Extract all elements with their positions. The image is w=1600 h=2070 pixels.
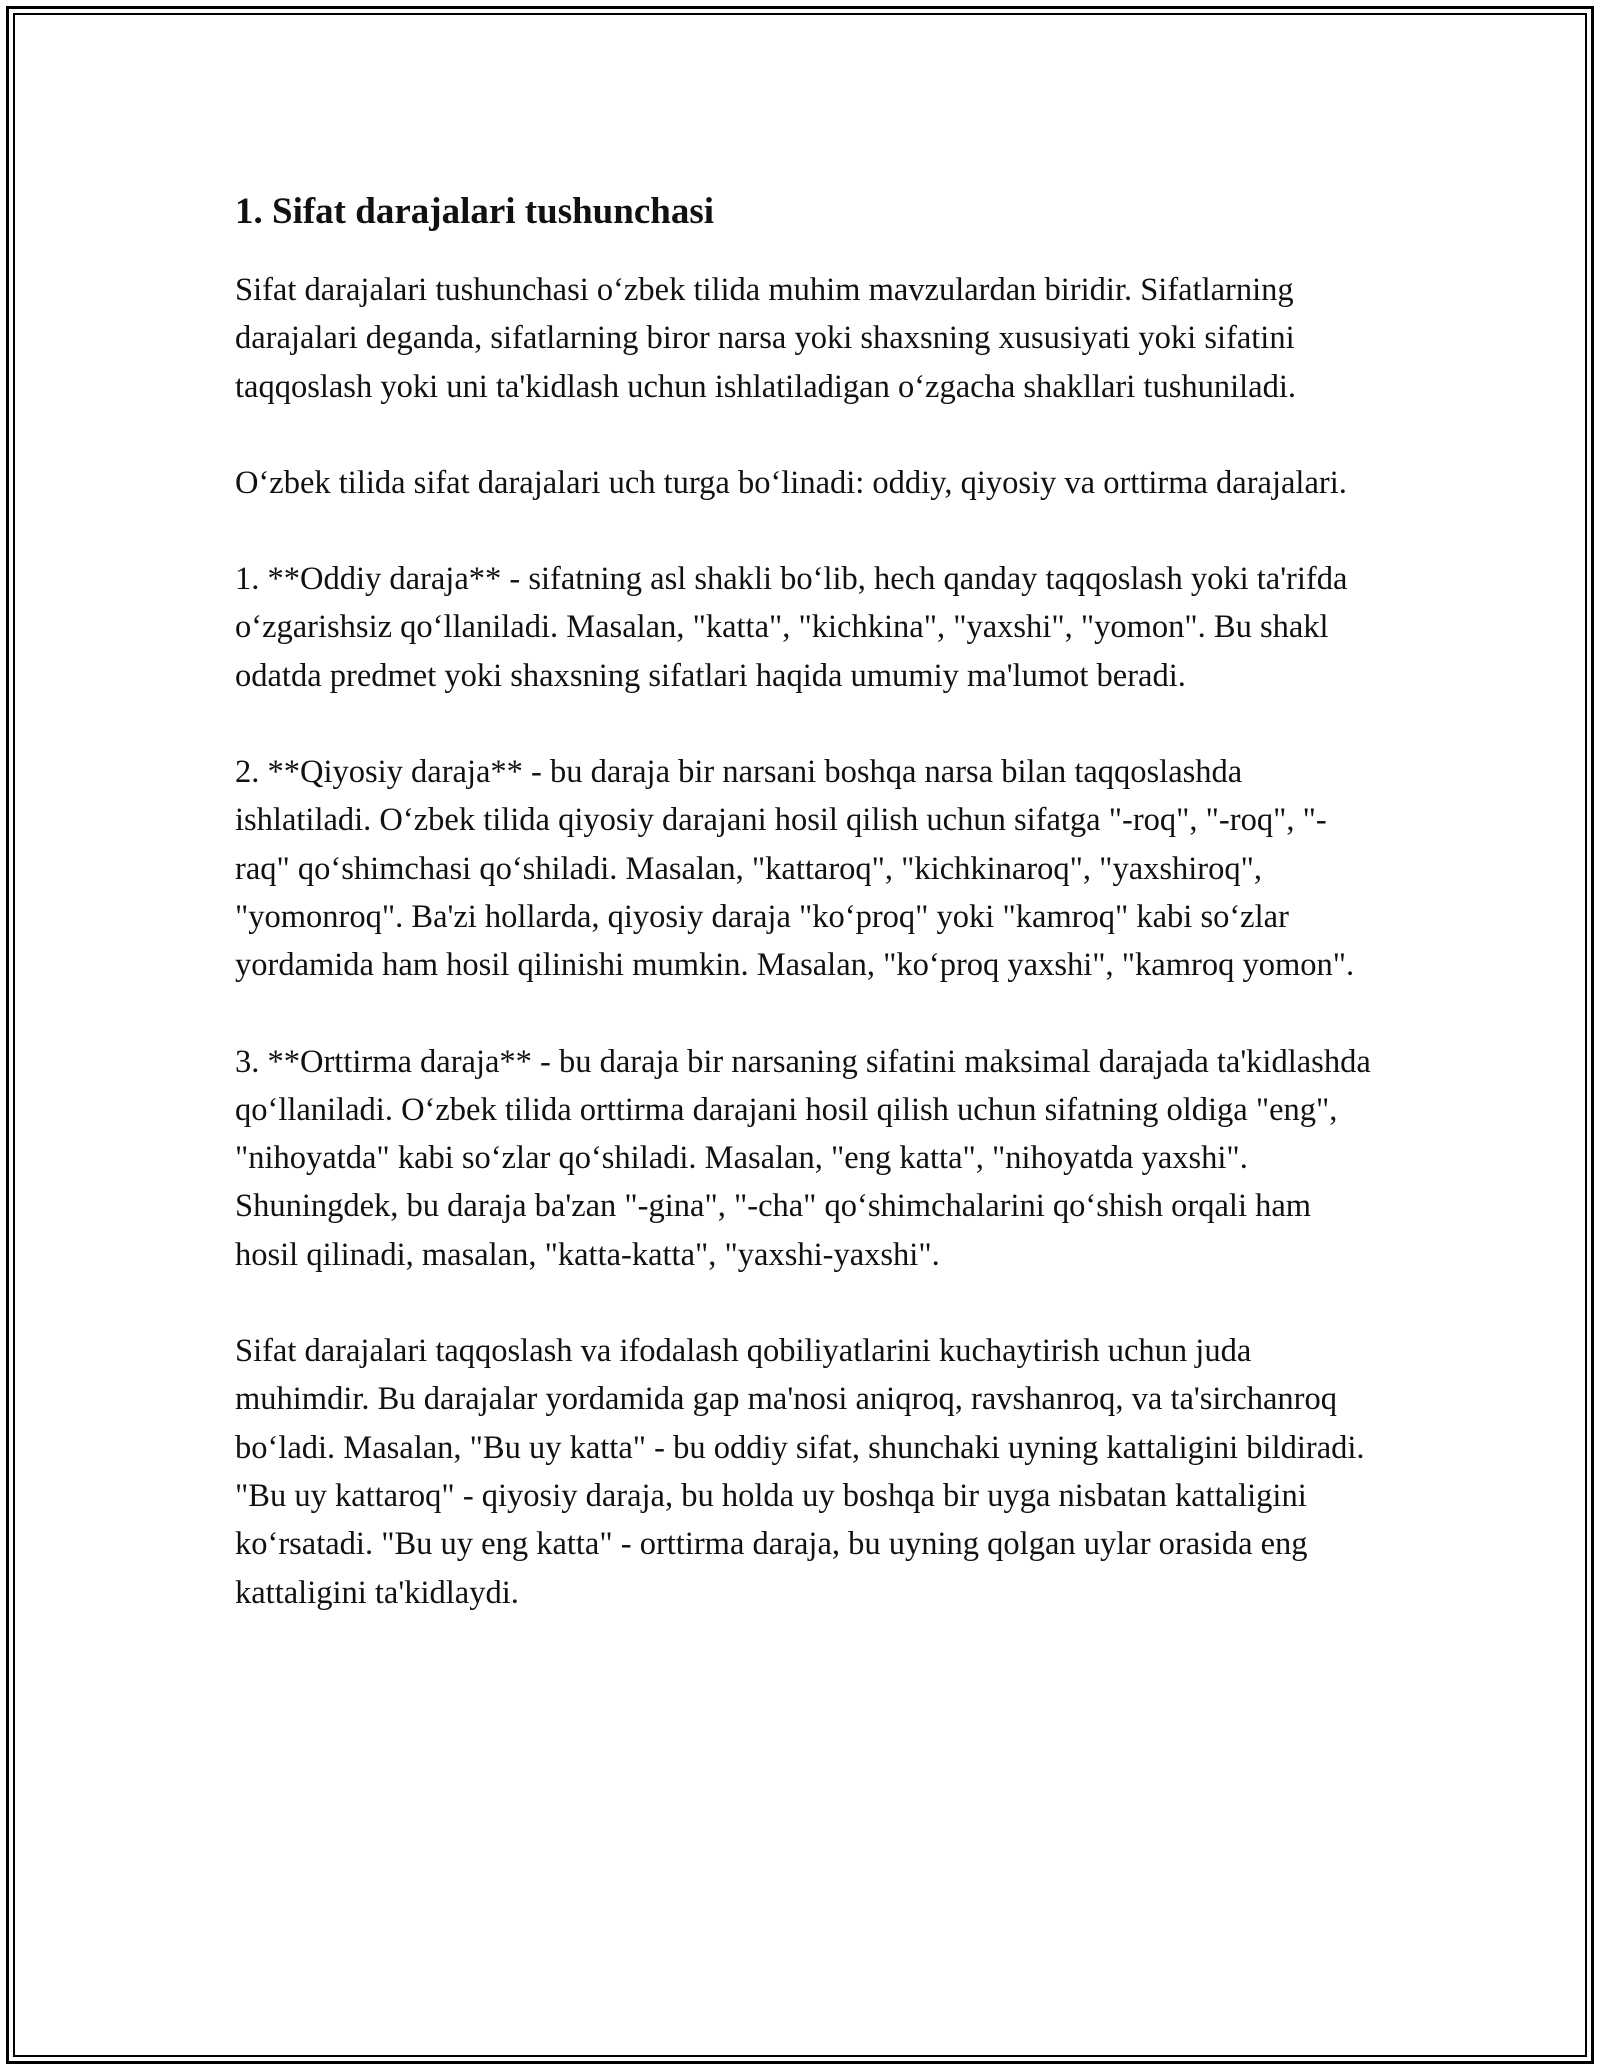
paragraph-oddiy-daraja: 1. **Oddiy daraja** - sifatning asl shakli bo‘lib, hech qanday taqqoslash yoki ta'rifda o‘zgarishsiz qo‘llaniladi. Masalan, "katta", "kichkina", "yaxshi", "yomon". Bu shakl odatda predmet yoki shaxsning sifatlari haqida umumiy ma'lumot beradi. <box>235 561 1348 694</box>
paragraph-types: O‘zbek tilida sifat darajalari uch turga bo‘linadi: oddiy, qiyosiy va orttirma darajalari. <box>235 464 1347 501</box>
paragraph-orttirma-daraja: 3. **Orttirma daraja** - bu daraja bir narsaning sifatini maksimal darajada ta'kidlashda qo‘llaniladi. O‘zbek tilida orttirma darajani hosil qilish uchun sifatning oldiga "eng", "nihoyatda" kabi so‘zlar qo‘shiladi. Masalan, "eng katta", "nihoyatda yaxshi". Shuningdek, bu daraja ba'zan "-gina", "-cha" qo‘shimchalarini qo‘shish orqali ham hosil qilinadi, masalan, "katta-katta", "yaxshi-yaxshi". <box>235 1043 1371 1273</box>
section-heading: 1. Sifat darajalari tushunchasi <box>235 191 715 232</box>
paragraph-qiyosiy-daraja: 2. **Qiyosiy daraja** - bu daraja bir narsani boshqa narsa bilan taqqoslashda ishlatiladi. O‘zbek tilida qiyosiy darajani hosil qilish uchun sifatga "-roq", "-roq", "-raq" qo‘shimchasi qo‘shiladi. Masalan, "kattaroq", "kichkinaroq", "yaxshiroq", "yomonroq". Ba'zi hollarda, qiyosiy daraja "ko‘proq" yoki "kamroq" kabi so‘zlar yordamida ham hosil qilinishi mumkin. Masalan, "ko‘proq yaxshi", "kamroq yomon". <box>235 754 1355 984</box>
paragraph-conclusion: Sifat darajalari taqqoslash va ifodalash qobiliyatlarini kuchaytirish uchun juda muhimdir. Bu darajalar yordamida gap ma'nosi aniqroq, ravshanroq, va ta'sirchanroq bo‘ladi. Masalan, "Bu uy katta" - bu oddiy sifat, shunchaki uyning kattaligini bildiradi. "Bu uy kattaroq" - qiyosiy daraja, bu holda uy boshqa bir uyga nisbatan kattaligini ko‘rsatadi. "Bu uy eng katta" - orttirma daraja, bu uyning qolgan uylar orasida eng kattaligini ta'kidlaydi. <box>235 1333 1365 1611</box>
document-body <box>235 186 1375 1665</box>
paragraph-intro: Sifat darajalari tushunchasi o‘zbek tilida muhim mavzulardan biridir. Sifatlarning darajalari deganda, sifatlarning biror narsa yoki shaxsning xususiyati yoki sifatini taqqoslash yoki uni ta'kidlash uchun ishlatiladigan o‘zgacha shakllari tushuniladi. <box>235 272 1296 405</box>
